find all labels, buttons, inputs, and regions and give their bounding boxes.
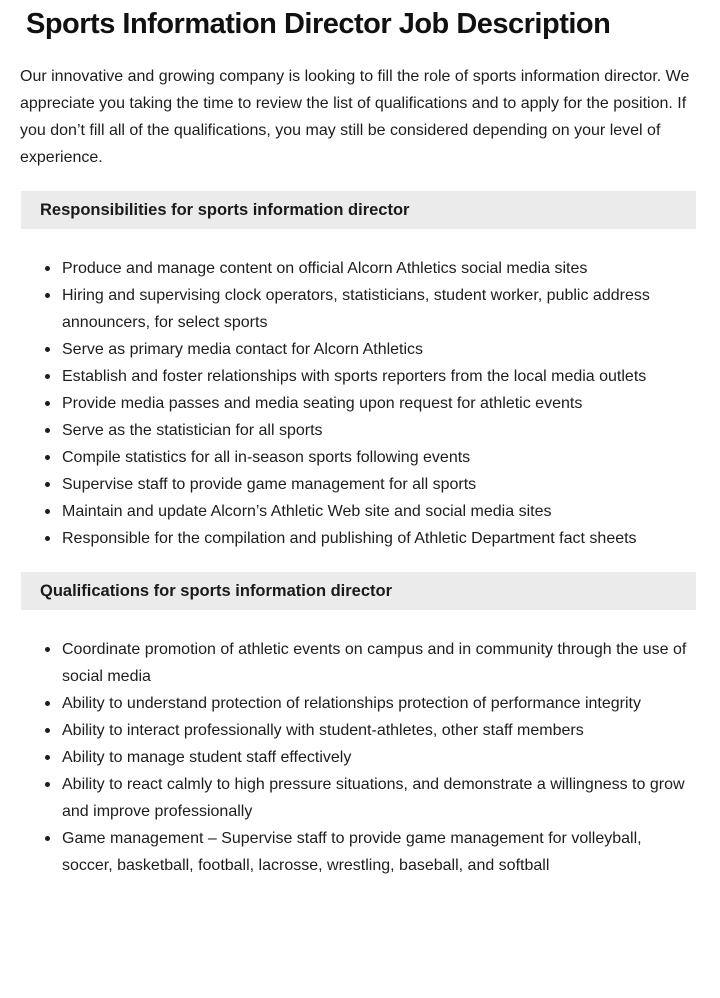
responsibilities-section-header: Responsibilities for sports information director	[21, 191, 696, 229]
list-item: Ability to react calmly to high pressure situations, and demonstrate a willingness to grow and improve professionally	[62, 771, 693, 825]
qualifications-section-header: Qualifications for sports information director	[21, 572, 696, 610]
responsibilities-section	[20, 191, 695, 552]
list-item: Provide media passes and media seating upon request for athletic events	[62, 390, 693, 417]
list-item: Compile statistics for all in-season sports following events	[62, 444, 693, 471]
list-item: Ability to interact professionally with student-athletes, other staff members	[62, 717, 693, 744]
list-item: Serve as the statistician for all sports	[62, 417, 693, 444]
intro-paragraph: Our innovative and growing company is looking to fill the role of sports information director. We appreciate you taking the time to review the list of qualifications and to apply for the position. If you don’t fill all of the qualifications, you may still be considered depending on your level of experience.	[20, 68, 690, 166]
list-item: Serve as primary media contact for Alcorn Athletics	[62, 336, 693, 363]
responsibilities-list	[20, 255, 695, 552]
list-item: Coordinate promotion of athletic events on campus and in community through the use of social media	[62, 636, 693, 690]
list-item: Supervise staff to provide game management for all sports	[62, 471, 693, 498]
list-item: Hiring and supervising clock operators, statisticians, student worker, public address announcers, for select sports	[62, 282, 693, 336]
list-item: Establish and foster relationships with sports reporters from the local media outlets	[62, 363, 693, 390]
list-item: Ability to understand protection of relationships protection of performance integrity	[62, 690, 693, 717]
qualifications-section	[20, 572, 695, 879]
page-title: Sports Information Director Job Description	[26, 8, 611, 40]
list-item: Game management – Supervise staff to provide game management for volleyball, soccer, basketball, football, lacrosse, wrestling, baseball, and softball	[62, 825, 693, 879]
list-item: Responsible for the compilation and publishing of Athletic Department fact sheets	[62, 525, 693, 552]
list-item: Ability to manage student staff effectively	[62, 744, 693, 771]
list-item: Maintain and update Alcorn’s Athletic Web site and social media sites	[62, 498, 693, 525]
qualifications-list	[20, 636, 695, 879]
list-item: Produce and manage content on official Alcorn Athletics social media sites	[62, 255, 693, 282]
